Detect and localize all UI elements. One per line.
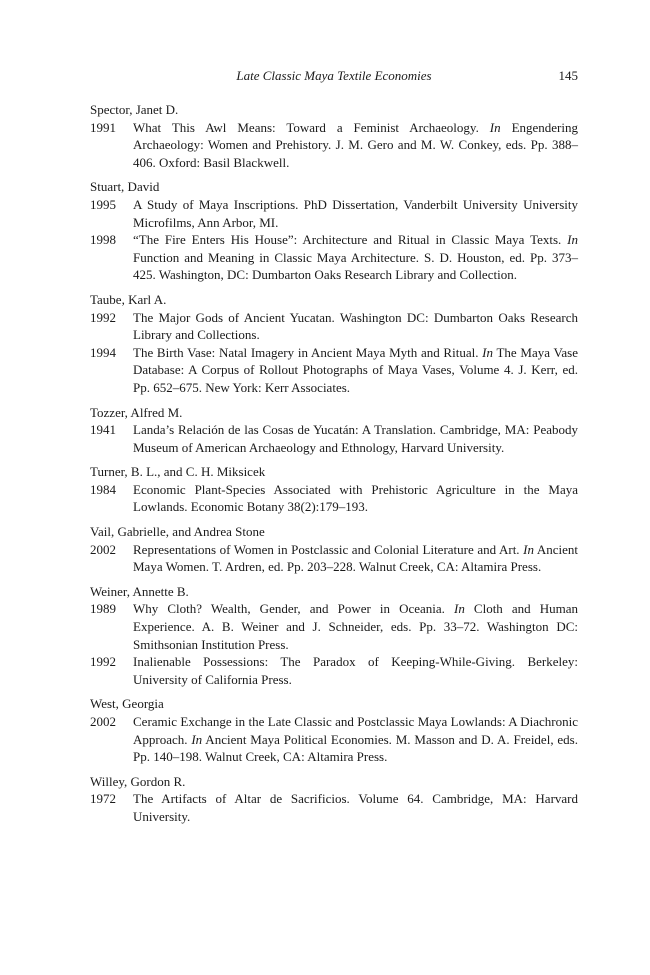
reference-year: 2002 (90, 541, 116, 557)
reference-entry (90, 653, 578, 688)
citation-italic-text: In (523, 541, 534, 557)
citation-text: Ancient Maya Political Economies. M. Masson and D. A. Freidel, eds. Pp. 140–198. Walnut Creek, CA: Altamira Press. (133, 731, 578, 765)
citation-text: Cloth and Human Experience. A. B. Weiner and J. Schneider, eds. Pp. 33–72. Washington DC: Smithsonian Institution Press. (133, 601, 578, 652)
reference-year: 1984 (90, 481, 116, 497)
citation-text: What This Awl Means: Toward a Feminist Archaeology. (133, 119, 490, 135)
reference-author-group (90, 695, 578, 765)
reference-author: Taube, Karl A. (90, 291, 167, 307)
citation-text: Economic Plant-Species Associated with Prehistoric Agriculture in the Maya Lowlands. Economic Botany 38(2):179–193. (133, 481, 578, 515)
citation-italic-text: In (489, 119, 501, 135)
citation-italic-text: In (482, 344, 493, 360)
reference-author: Vail, Gabrielle, and Andrea Stone (90, 524, 265, 540)
reference-citation (133, 309, 578, 344)
citation-text: Why Cloth? Wealth, Gender, and Power in Oceania. (133, 601, 454, 617)
reference-citation (133, 541, 578, 576)
reference-citation (133, 790, 578, 825)
reference-entry (90, 790, 578, 825)
reference-citation (133, 713, 578, 766)
reference-entry (90, 421, 578, 456)
citation-text: Inalienable Possessions: The Paradox of Keeping-While-Giving. Berkeley: University of California Press. (133, 654, 578, 687)
reference-entry (90, 481, 578, 516)
reference-entry (90, 713, 578, 766)
reference-author-group (90, 404, 578, 457)
citation-text: “The Fire Enters His House”: Architecture and Ritual in Classic Maya Texts. (133, 232, 568, 248)
reference-list (90, 101, 578, 833)
citation-text: The Birth Vase: Natal Imagery in Ancient Maya Myth and Ritual. (133, 344, 483, 360)
reference-entry (90, 119, 578, 172)
reference-citation (133, 344, 578, 397)
reference-author: Turner, B. L., and C. H. Miksicek (90, 464, 266, 480)
reference-author-group (90, 178, 578, 284)
reference-citation (133, 481, 578, 516)
reference-citation (133, 653, 578, 688)
reference-year: 1995 (90, 196, 116, 212)
reference-author: Tozzer, Alfred M. (90, 404, 183, 420)
running-head (90, 67, 578, 85)
citation-text: Ancient Maya Women. T. Ardren, ed. Pp. 203–228. Walnut Creek, CA: Altamira Press. (133, 541, 578, 575)
reference-year: 1998 (90, 232, 116, 248)
reference-author: West, Georgia (90, 696, 164, 712)
citation-text: Landa’s Relación de las Cosas de Yucatán: A Translation. Cambridge, MA: Peabody Museum of American Archaeology and Ethnology, Harvard University. (133, 422, 578, 455)
reference-author-group (90, 583, 578, 689)
reference-citation (133, 196, 578, 231)
reference-author: Weiner, Annette B. (90, 583, 189, 599)
reference-year: 2002 (90, 714, 116, 729)
reference-year: 1941 (90, 422, 116, 438)
reference-author: Spector, Janet D. (90, 102, 179, 117)
citation-text: A Study of Maya Inscriptions. PhD Dissertation, Vanderbilt University University Microfilms, Ann Arbor, MI. (133, 196, 578, 230)
reference-year: 1994 (90, 344, 116, 360)
reference-year: 1992 (90, 309, 116, 325)
reference-year: 1991 (90, 119, 116, 135)
citation-text: The Artifacts of Altar de Sacrificios. Volume 64. Cambridge, MA: Harvard University. (133, 791, 578, 824)
reference-author-group (90, 101, 578, 171)
citation-italic-text: In (453, 601, 465, 617)
reference-year: 1992 (90, 654, 116, 670)
reference-author: Stuart, David (90, 179, 160, 195)
reference-entry (90, 196, 578, 231)
reference-entry (90, 541, 578, 576)
reference-author-group (90, 463, 578, 516)
citation-text: Engendering Archaeology: Women and Prehistory. J. M. Gero and M. W. Conkey, eds. Pp. 388–406. Oxford: Basil Blackwell. (133, 119, 578, 170)
reference-entry (90, 309, 578, 344)
reference-citation (133, 231, 578, 284)
reference-citation (133, 421, 578, 456)
citation-text: The Maya Vase Database: A Corpus of Rollout Photographs of Maya Vases, Volume 4. J. Kerr, ed. Pp. 652–675. New York: Kerr Associates. (133, 344, 578, 395)
reference-entry (90, 344, 578, 397)
reference-author-group (90, 523, 578, 576)
citation-text: Ceramic Exchange in the Late Classic and Postclassic Maya Lowlands: A Diachronic Approach. (133, 714, 578, 747)
reference-entry (90, 231, 578, 284)
citation-italic-text: In (567, 232, 578, 248)
reference-author-group (90, 773, 578, 826)
reference-year: 1972 (90, 791, 116, 807)
citation-text: Function and Meaning in Classic Maya Architecture. S. D. Houston, ed. Pp. 373–425. Washington, DC: Dumbarton Oaks Research Library and Collection. (133, 249, 578, 283)
citation-text: Representations of Women in Postclassic and Colonial Literature and Art. (133, 541, 524, 557)
citation-text: The Major Gods of Ancient Yucatan. Washington DC: Dumbarton Oaks Research Library and Collections. (133, 309, 578, 343)
reference-author: Willey, Gordon R. (90, 773, 186, 789)
reference-year: 1989 (90, 601, 116, 617)
reference-author-group (90, 291, 578, 397)
page-number: 145 (558, 68, 578, 83)
citation-italic-text: In (191, 731, 203, 747)
reference-citation (133, 119, 578, 172)
reference-entry (90, 600, 578, 653)
running-title: Late Classic Maya Textile Economies (236, 68, 432, 83)
reference-citation (133, 600, 578, 653)
